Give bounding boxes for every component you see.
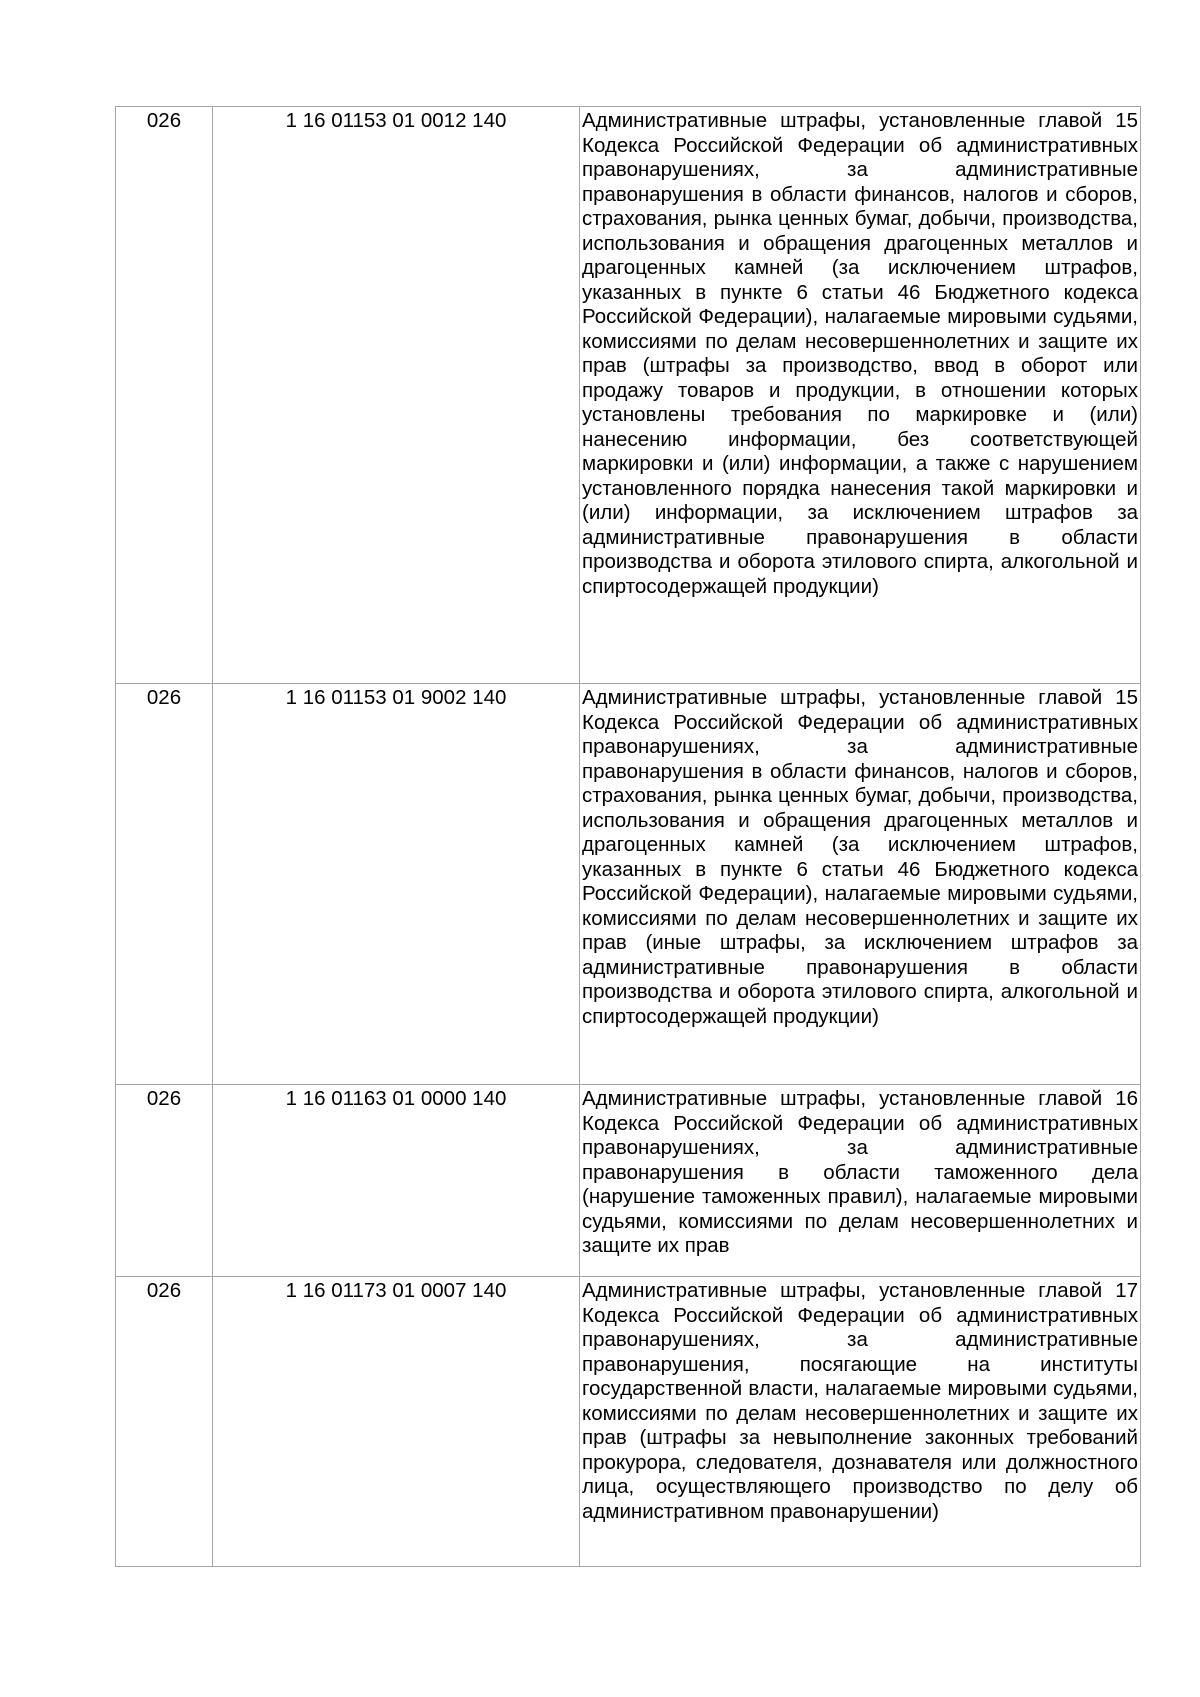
budget-classification-code-cell: 1 16 01173 01 0007 140 <box>213 1277 580 1567</box>
table-row <box>116 1085 1141 1277</box>
revenue-description-cell: Административные штрафы, установленные главой 15 Кодекса Российской Федерации об административных правонарушениях, за административные правонарушения в области финансов, налогов и сборов, страхования, рынка ценных бумаг, добычи, производства, использования и обращения драгоценных металлов и драгоценных камней (за исключением штрафов, указанных в пункте 6 статьи 46 Бюджетного кодекса Российской Федерации), налагаемые мировыми судьями, комиссиями по делам несовершеннолетних и защите их прав (иные штрафы, за исключением штрафов за административные правонарушения в области производства и оборота этилового спирта, алкогольной и спиртосодержащей продукции) <box>580 684 1141 1085</box>
administrator-code-cell: 026 <box>116 684 213 1085</box>
budget-classification-code-cell: 1 16 01153 01 0012 140 <box>213 107 580 684</box>
administrator-code-cell: 026 <box>116 107 213 684</box>
revenue-description-cell: Административные штрафы, установленные главой 15 Кодекса Российской Федерации об административных правонарушениях, за административные правонарушения в области финансов, налогов и сборов, страхования, рынка ценных бумаг, добычи, производства, использования и обращения драгоценных металлов и драгоценных камней (за исключением штрафов, указанных в пункте 6 статьи 46 Бюджетного кодекса Российской Федерации), налагаемые мировыми судьями, комиссиями по делам несовершеннолетних и защите их прав (штрафы за производство, ввод в оборот или продажу товаров и продукции, в отношении которых установлены требования по маркировке и (или) нанесению информации, без соответствующей маркировки и (или) информации, а также с нарушением установленного порядка нанесения такой маркировки и (или) информации, за исключением штрафов за административные правонарушения в области производства и оборота этилового спирта, алкогольной и спиртосодержащей продукции) <box>580 107 1141 684</box>
table-row <box>116 1277 1141 1567</box>
budget-classification-code-cell: 1 16 01153 01 9002 140 <box>213 684 580 1085</box>
revenue-description-cell: Административные штрафы, установленные главой 16 Кодекса Российской Федерации об административных правонарушениях, за административные правонарушения в области таможенного дела (нарушение таможенных правил), налагаемые мировыми судьями, комиссиями по делам несовершеннолетних и защите их прав <box>580 1085 1141 1277</box>
budget-codes-table <box>115 106 1141 1567</box>
administrator-code-cell: 026 <box>116 1277 213 1567</box>
administrator-code-cell: 026 <box>116 1085 213 1277</box>
revenue-description-cell: Административные штрафы, установленные главой 17 Кодекса Российской Федерации об административных правонарушениях, за административные правонарушения, посягающие на институты государственной власти, налагаемые мировыми судьями, комиссиями по делам несовершеннолетних и защите их прав (штрафы за невыполнение законных требований прокурора, следователя, дознавателя или должностного лица, осуществляющего производство по делу об административном правонарушении) <box>580 1277 1141 1567</box>
budget-classification-code-cell: 1 16 01163 01 0000 140 <box>213 1085 580 1277</box>
table-row <box>116 107 1141 684</box>
table-row <box>116 684 1141 1085</box>
